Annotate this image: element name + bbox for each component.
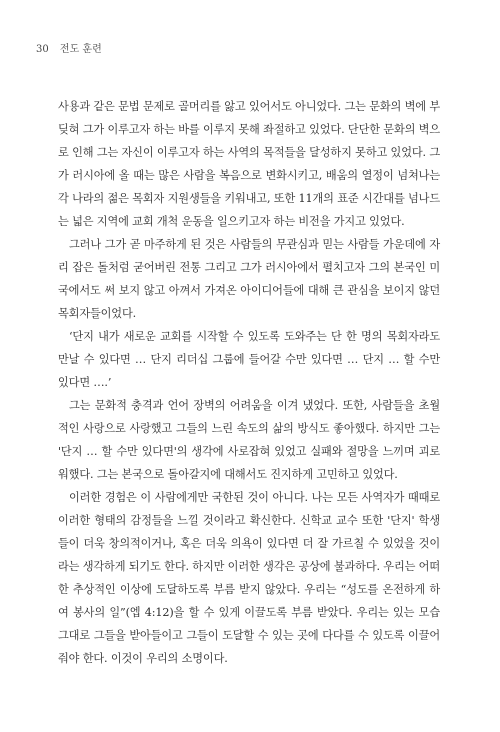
paragraph: 그는 문화적 충격과 언어 장벽의 어려움을 이겨 냈었다. 또한, 사람들을 초월적인 사랑으로 사랑했고 그들의 느린 속도의 삶의 방식도 좋아했다. 하지만 그는 '단지 … 할 수만 있다면'의 생각에 사로잡혀 있었고 실패와 절망을 느끼며 괴로워했다. 그는 본국으로 돌아갈지에 대해서도 진지하게 고민하고 있었다. — [58, 399, 440, 481]
paragraph-quote: ‘단지 내가 새로운 교회를 시작할 수 있도록 도와주는 단 한 명의 목회자라도 만날 수 있다면 … 단지 리더십 그룹에 들어갈 수만 있다면 … 단지 … 할 수만 있다면 ….’ — [58, 330, 440, 389]
paragraph: 그러나 그가 곧 마주하게 된 것은 사람들의 무관심과 믿는 사람들 가운데에 자리 잡은 돌처럼 굳어버린 전통 그리고 그가 러시아에서 펼치고자 그의 본국인 미국에서도 써 보지 않고 아껴서 가져온 아이디어들에 대해 큰 관심을 보이지 않던 목회자들이었다. — [58, 238, 440, 320]
paragraph: 이러한 경험은 이 사람에게만 국한된 것이 아니다. 나는 모든 사역자가 때때로 이러한 형태의 감정들을 느낄 것이라고 확신한다. 신학교 교수 또한 '단지' 학생들이 더욱 창의적이거나, 혹은 더욱 의욕이 있다면 더 잘 가르칠 수 있었을 것이라는 생각하게 되기도 한다. 하지만 이러한 생각은 공상에 불과하다. 우리는 어떠한 추상적인 이상에 도달하도록 부름 받지 않았다. 우리는 “성도를 온전하게 하여 봉사의 일”(엡 4:12)을 할 수 있게 이끌도록 부름 받았다. 우리는 있는 모습 그대로 그들을 받아들이고 그들이 도달할 수 있는 곳에 다다를 수 있도록 이끌어줘야 한다. 이것이 우리의 소명이다. — [58, 491, 440, 665]
body-text — [58, 95, 440, 670]
paragraph-continuation: 사용과 같은 문법 문제로 골머리를 앓고 있어서도 아니었다. 그는 문화의 벽에 부딪혀 그가 이루고자 하는 바를 이루지 못해 좌절하고 있었다. 단단한 문화의 벽으로 인해 그는 자신이 이루고자 하는 사역의 목적들을 달성하지 못하고 있었다. 그가 러시아에 올 때는 많은 사람을 복음으로 변화시키고, 배움의 열정이 넘쳐나는 각 나라의 젊은 목회자 지원생들을 키워내고, 또한 11개의 표준 시간대를 넘나드는 넓은 지역에 교회 개척 운동을 일으키고자 하는 비전을 가지고 있었다. — [58, 100, 440, 228]
running-header — [36, 40, 102, 55]
page-number: 30 — [36, 44, 49, 55]
running-title: 전도 훈련 — [59, 44, 102, 55]
